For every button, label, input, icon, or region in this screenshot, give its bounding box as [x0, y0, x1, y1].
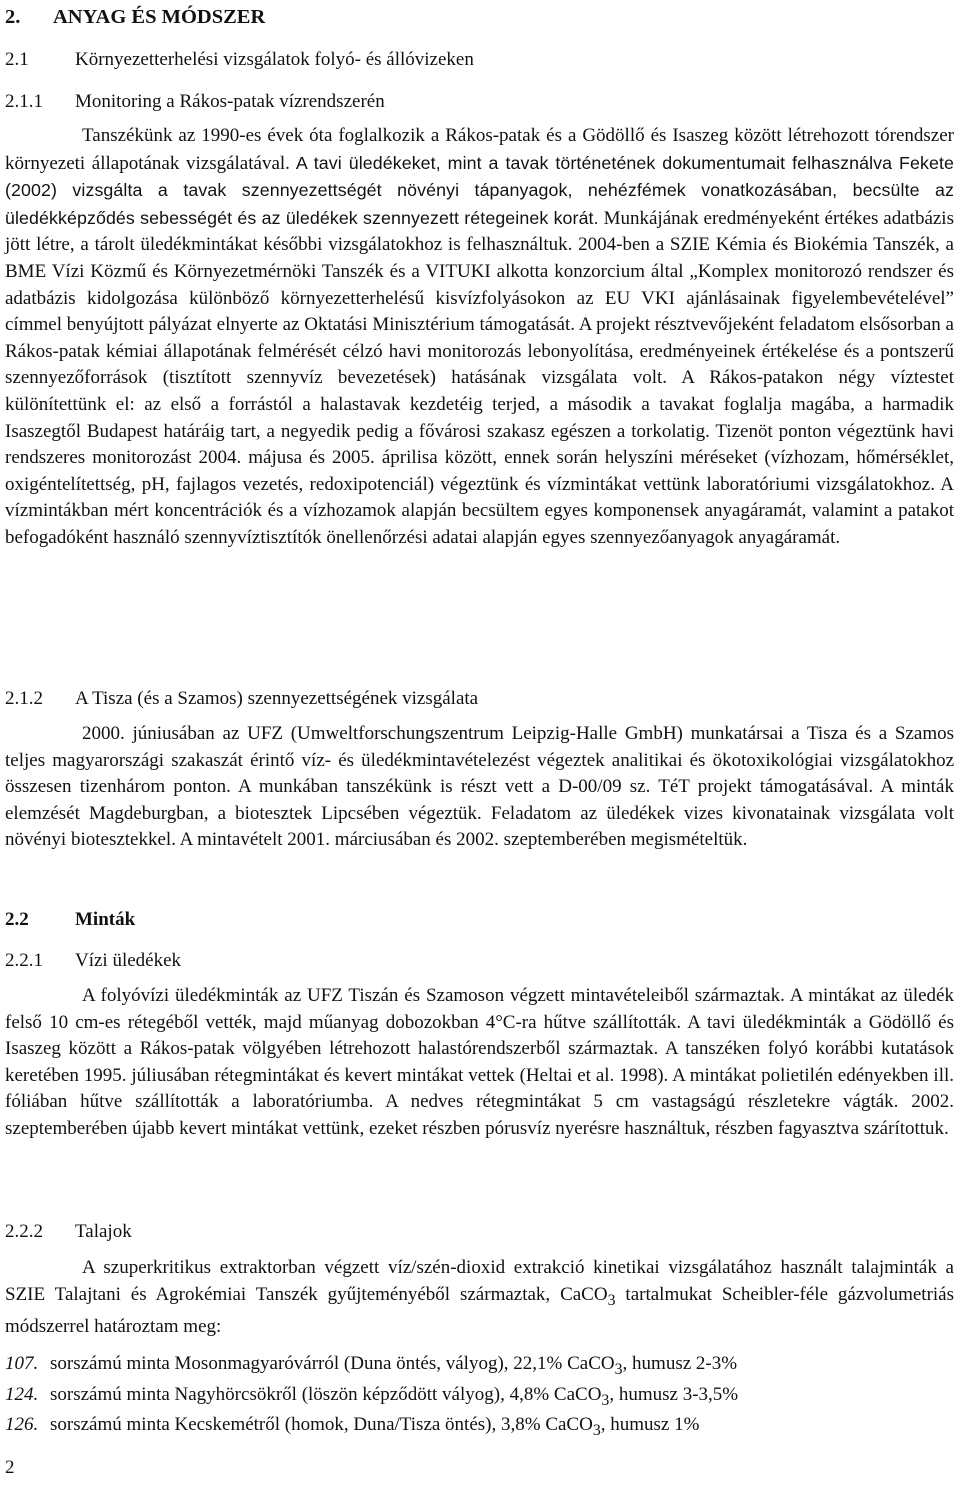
- paragraph-tisza: 2000. júniusában az UFZ (Umweltforschungszentrum Leipzig-Halle GmbH) munkatársai a Tisza és a Szamos teljes magyarországi szakaszát érintő víz- és üledékmintavételezést végeztek analitikai és ökotoxikológiai vizsgálatokhoz összesen tizenhárom ponton. A munkában tanszékünk is részt vett a D-00/09 sz. TéT projekt támogatásával. A minták elemzését Magdeburgban, a biotesztek Lipcsében végeztük. Feladatom az üledékek vizes kivonatainak vizsgálata volt növényi biotesztekkel. A mintavételt 2001. márciusában és 2002. szeptemberében megismételtük.: [5, 723, 954, 851]
- section-title: ANYAG ÉS MÓDSZER: [53, 6, 266, 28]
- subsection-title: Monitoring a Rákos-patak vízrendszerén: [75, 91, 385, 112]
- paragraph-part: tartalmukat Scheibler-féle gázvolumetriás módszerrel határoztam meg:: [5, 1283, 954, 1337]
- paragraph-talajok: [5, 1255, 954, 1341]
- subscript: 3: [614, 1360, 623, 1378]
- sample-item: [5, 1352, 954, 1383]
- subscript: 3: [607, 1291, 616, 1309]
- subsection-number: 2.1.1: [5, 91, 43, 112]
- subsection-heading-2-2: [5, 908, 135, 932]
- paragraph-part: Tanszékünk az 1990-es évek óta foglalkozik a Rákos-patak és a Gödöllő és Isaszeg között létrehozott tórendszer környezeti állapotának vizsgálatával.: [5, 125, 954, 174]
- sample-id: 126.: [5, 1414, 39, 1436]
- section-number: 2.: [5, 6, 21, 28]
- subsection-heading-2-1-1: [5, 90, 385, 114]
- sample-text: , humusz 3-3,5%: [609, 1383, 739, 1405]
- paragraph-rakos-patak: [5, 123, 954, 552]
- subsection-number: 2.2.2: [5, 1221, 43, 1242]
- subsection-number: 2.2: [5, 909, 29, 930]
- sample-text: , humusz 2-3%: [622, 1353, 738, 1374]
- subscript: 3: [601, 1391, 610, 1409]
- paragraph-part: A szuperkritikus extraktorban végzett víz/szén-dioxid extrakció kinetikai vizsgálatához használt talajminták a SZIE Talajtani és Agrokémiai Tanszék gyűjteményéből származtak, CaCO: [5, 1257, 954, 1305]
- subsection-title: Környezetterhelési vizsgálatok folyó- és állóvizeken: [75, 49, 474, 70]
- subsection-heading-2-1: [5, 48, 474, 72]
- sample-id: 107.: [5, 1353, 39, 1374]
- sample-text: sorszámú minta Nagyhörcsökről (löszön képződött vályog), 4,8% CaCO: [50, 1383, 602, 1405]
- subsection-heading-2-1-2: [5, 687, 478, 711]
- subsection-title: Minták: [75, 909, 136, 930]
- subsection-heading-2-2-1: [5, 949, 181, 973]
- subsection-number: 2.1: [5, 49, 29, 70]
- subsection-title: A Tisza (és a Szamos) szennyezettségének vizsgálata: [75, 688, 479, 709]
- subsection-title: Vízi üledékek: [75, 950, 182, 971]
- sample-id: 124.: [5, 1383, 39, 1405]
- sample-list: [5, 1352, 954, 1444]
- paragraph-vizi-uledekek: A folyóvízi üledékminták az UFZ Tiszán és Szamoson végzett mintavételeiből származtak. A mintákat az üledék felső 10 cm-es rétegéből vették, majd műanyag dobozokban 4°C-ra hűtve szállították. A tavi üledékminták a Gödöllő és Isaszeg között a Rákos-patak völgyében létrehozott halastórendszerből származtak. A tanszéken folyó korábbi kutatások keretében 1995. júliusában rétegmintákat és kevert mintákat vettek (Heltai et al. 1998). A mintákat polietilén edényekben ill. fóliában hűtve szállították a laboratóriumba. A nedves rétegmintákat 5 cm vastagságú részletekre vágták. 2002. szeptemberében újabb kevert mintákat vettünk, ezeket részben pórusvíz nyerésre használtuk, részben fagyasztva szárítottuk.: [5, 985, 954, 1139]
- subscript: 3: [592, 1421, 601, 1439]
- subsection-heading-2-2-2: [5, 1220, 132, 1244]
- sample-item: [5, 1413, 954, 1444]
- paragraph-part: Munkájának eredményeként értékes adatbázis jött létre, a tárolt üledékmintákat későbbi vizsgálatokhoz is felhasználtuk. 2004-ben a SZIE Kémia és Biokémia Tanszék, a BME Vízi Közmű és Környezetmérnöki Tanszék és a VITUKI alkotta konzorcium által „Komplex monitorozó rendszer és adatbázis kidolgozása különböző környezetterhelésű kisvízfolyásokon az EU VKI ajánlásainak figyelembevételével” címmel benyújtott pályázat elnyerte az Oktatási Minisztérium támogatását. A projekt résztvevőjeként feladatom elsősorban a Rákos-patak kémiai állapotának felmérését célzó havi monitorozás lebonyolítása, eredményeinek értékelése és a pontszerű szennyezőforrások (tisztított szennyvíz bevezetések) hatásának vizsgálata volt. A Rákos-patakon négy víztestet különítettünk el: az első a forrástól a halastavak kezdetéig terjed, a második a tavakat foglalja magába, a harmadik Isaszegtől Budapest határáig tart, a negyedik pedig a fővárosi szakasz egészen a torkolatig. Tizenöt ponton végeztünk havi rendszeres monitorozást 2004. májusa és 2005. áprilisa között, ennek során helyszíni méréseket (vízhozam, hőmérséklet, oxigéntelítettség, pH, fajlagos vezetés, redoxipotenciál) végeztünk és vízmintákat vettünk laboratóriumi vizsgálatokhoz. A vízmintákban mért koncentrációk és a vízhozamok alapján becsültem egyes komponensek anyagáramát, valamint a patakot befogadóként használó szennyvíztisztítók önellenőrzési adatai alapján egyes szennyezőanyagok anyagáramát.: [5, 207, 954, 548]
- page-number: 2: [5, 1457, 15, 1478]
- paragraph-part: A tavi üledékeket, mint a tavak történetének dokumentumait felhasználva Fekete (2002) vizsgálta a tavak szennyezettségét növényi tápanyagok, nehézfémek vonatkozásában, becsülte az üledékképződés sebességét és az üledékek szennyezett rétegeinek korát.: [5, 152, 954, 228]
- sample-item: [5, 1383, 954, 1414]
- sample-text: , humusz 1%: [600, 1414, 700, 1436]
- section-heading: [5, 4, 265, 30]
- subsection-title: Talajok: [75, 1221, 132, 1242]
- subsection-number: 2.1.2: [5, 688, 43, 709]
- subsection-number: 2.2.1: [5, 950, 43, 971]
- sample-text: sorszámú minta Kecskemétről (homok, Duna/Tisza öntés), 3,8% CaCO: [50, 1414, 593, 1436]
- sample-text: sorszámú minta Mosonmagyaróvárról (Duna öntés, vályog), 22,1% CaCO: [50, 1353, 615, 1374]
